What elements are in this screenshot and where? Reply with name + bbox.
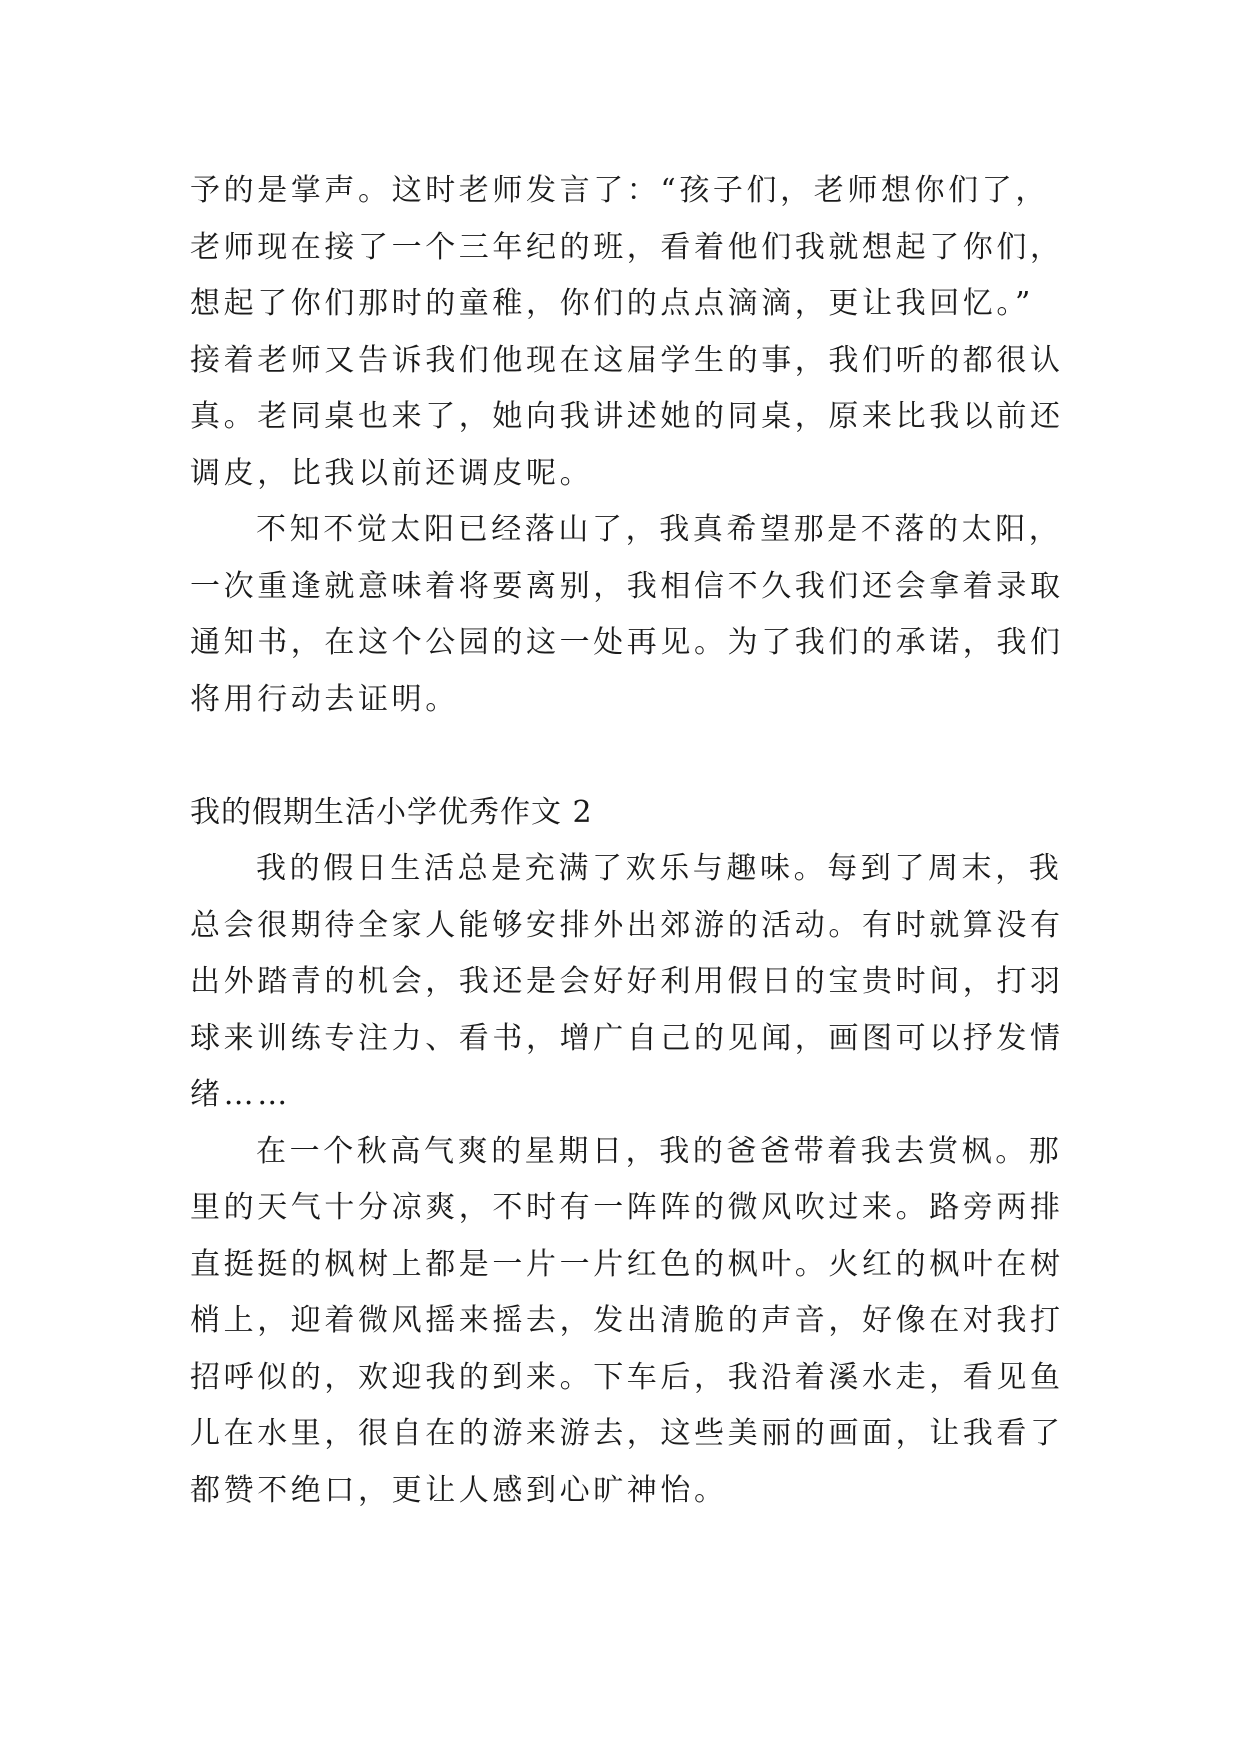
paragraph: [190, 163, 1070, 502]
text-line: 老师现在接了一个三年纪的班，看着他们我就想起了你们，: [190, 229, 1064, 265]
text-line: 真。老同桌也来了，她向我讲述她的同桌，原来比我以前还: [190, 399, 1064, 434]
text-line: 球来训练专注力、看书，增广自己的见闻，画图可以抒发情: [190, 1020, 1064, 1056]
paragraph: [190, 502, 1070, 728]
text-line: 招呼似的，欢迎我的到来。下车后，我沿着溪水走，看见鱼: [190, 1359, 1064, 1395]
text-line: 我的假日生活总是充满了欢乐与趣味。每到了周末，我: [256, 851, 1063, 886]
text-line: 总会很期待全家人能够安排外出郊游的活动。有时就算没有: [190, 907, 1064, 943]
text-line: 直挺挺的枫树上都是一片一片红色的枫叶。火红的枫叶在树: [190, 1246, 1064, 1282]
text-line: 通知书，在这个公园的这一处再见。为了我们的承诺，我们: [190, 625, 1064, 660]
paragraph: [190, 1124, 1070, 1520]
text-line: 将用行动去证明。: [190, 681, 459, 717]
text-line: 出外踏青的机会，我还是会好好利用假日的宝贵时间，打羽: [190, 964, 1064, 999]
text-line: 一次重逢就意味着将要离别，我相信不久我们还会拿着录取: [190, 568, 1064, 604]
text-line: 调皮，比我以前还调皮呢。: [190, 455, 594, 491]
text-line: 在一个秋高气爽的星期日，我的爸爸带着我去赏枫。那: [256, 1133, 1063, 1169]
text-line: 想起了你们那时的童稚，你们的点点滴滴，更让我回忆。”: [190, 286, 1034, 321]
text-line: 都赞不绝口，更让人感到心旷神怡。: [190, 1472, 728, 1508]
text-line: 予的是掌声。这时老师发言了：“孩子们，老师想你们了，: [190, 173, 1049, 208]
text-line: 接着老师又告诉我们他现在这届学生的事，我们听的都很认: [190, 342, 1064, 378]
document-body: [190, 163, 1070, 1519]
section-spacer: [190, 728, 1070, 785]
paragraph: [190, 841, 1070, 1124]
text-line: 儿在水里，很自在的游来游去，这些美丽的画面，让我看了: [190, 1416, 1064, 1451]
section-heading: 我的假期生活小学优秀作文 2: [190, 794, 593, 830]
text-line: 不知不觉太阳已经落山了，我真希望那是不落的太阳，: [256, 512, 1063, 547]
text-line: 绪……: [190, 1077, 291, 1112]
text-line: 里的天气十分凉爽，不时有一阵阵的微风吹过来。路旁两排: [190, 1190, 1064, 1225]
text-line: 梢上，迎着微风摇来摇去，发出清脆的声音，好像在对我打: [190, 1303, 1064, 1338]
